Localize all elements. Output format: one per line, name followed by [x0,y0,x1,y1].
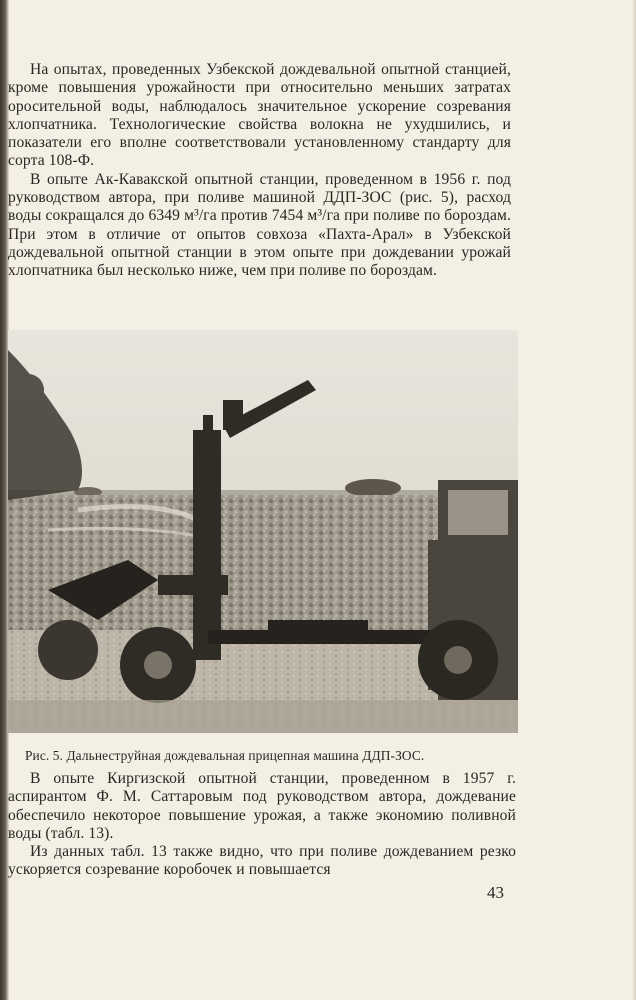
page-number: 43 [487,883,504,902]
figure-caption: Рис. 5. Дальнеструйная дождевальная прицепная машина ДДП-ЗОС. [25,748,425,763]
figure-photo-sprinkler-machine [8,330,518,733]
text-block-bottom [8,770,516,880]
page-edge [632,0,636,1000]
paragraph: Из данных табл. 13 также видно, что при поливе дождеванием резко ускоряется созревание коробочек и повышается [8,843,516,879]
paragraph: На опытах, проведенных Узбекской дождевальной опытной станцией, кроме повышения урожайности при относительно меньших затратах оросительной воды, наблюдалось значительное ускорение созревания хлопчатника. Технологические свойства волокна не ухудшились, и показатели его вполне соответствовали установленному стандарту для сорта 108-Ф. [8,61,511,170]
paragraph: В опыте Ак-Кавакской опытной станции, проведенном в 1956 г. под руководством автора, при поливе машиной ДДП-ЗОС (рис. 5), расход воды сокращался до 6349 м³/га против 7454 м³/га при поливе по бороздам. При этом в отличие от опытов совхоза «Пахта-Арал» в Узбекской дождевальной опытной станции в этом опыте при дождевании урожай хлопчатника был несколько ниже, чем при поливе по бороздам. [8,170,511,280]
paragraph: В опыте Киргизской опытной станции, проведенном в 1957 г. аспирантом Ф. М. Саттаровым под руководством автора, дождевание обеспечило некоторое повышение урожая, а также экономию поливной воды (табл. 13). [8,770,516,842]
text-block-top [8,61,511,281]
